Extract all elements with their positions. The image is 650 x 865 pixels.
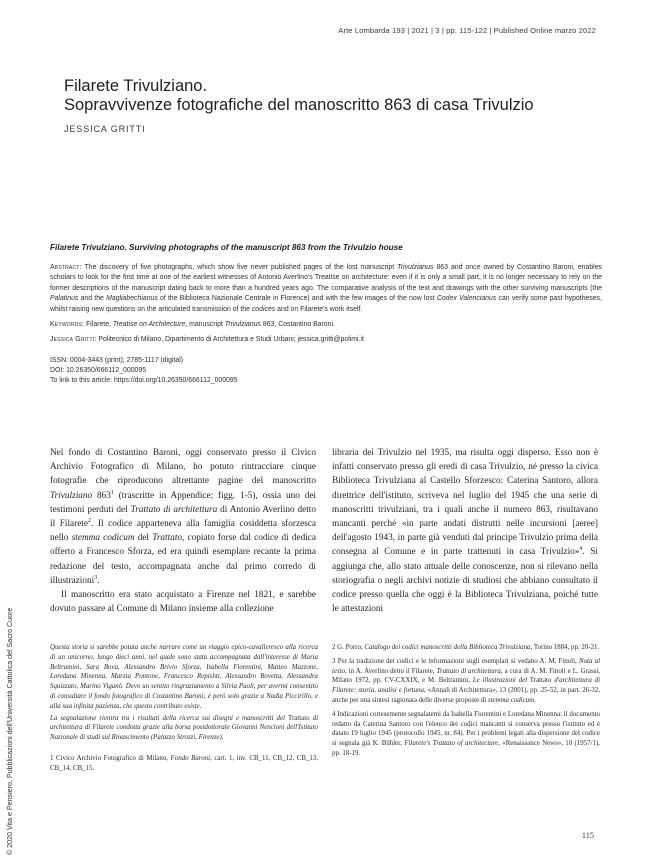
abstract-text: The discovery of five photographs, which show five never published pages of the lost manuscript xyxy=(81,264,398,271)
copyright-side-note: © 2020 Vita e Pensiero, Pubblicazioni dell'Università Cattolica del Sacro Cuore xyxy=(6,607,14,855)
title-line-1: Filarete Trivulziano. xyxy=(64,77,208,95)
body-paragraph: libraria dei Trivulzio nel 1935, ma risulta oggi disperso. Esso non è infatti conservato presso gli eredi di casa Trivulzio, né presso la civica Biblioteca Trivulziana al Castello Sforzesco: Caterina Santoro, allora direttrice dell'istituto, scriveva nel luglio del 1945 che una serie di manoscritti trivulziani, tra i quali anche il numero 863, risultavano mancanti perché «in parte andati distrutti nelle incursioni [aeree] dell'agosto 1943, in parte già venduti dal principe Trivulzio prima della consegna al Comune e in parte trattenuti in casa Trivulzio»$^4$. Si aggiunga che, allo stato attuale delle conoscenze, non si rilevano nella storiografia o negli archivi notizie di studiosi che abbiano consultato il codice presso quella che oggi è la Biblioteca Trivulziana, poiché tutte le attestazioni xyxy=(332,448,599,615)
keywords-text: Treatise on Architecture xyxy=(112,321,186,329)
running-header: Arte Lombarda 193 | 2021 | 3 | pp. 115-122 | Published Online marzo 2022 xyxy=(338,26,596,35)
identifiers xyxy=(50,356,602,387)
abstract xyxy=(50,263,602,315)
doi: DOI: 10.26350/666112_000095 xyxy=(50,367,147,375)
keywords-text: 863, Costantino Baroni. xyxy=(260,321,335,329)
abstract-label: Abstract: xyxy=(50,264,82,271)
abstract-text: Palatinus xyxy=(50,295,79,303)
abstract-text: 863 and once owned by Costantino Baroni, enables scholars to look for the first time at one of the earliest witnesses of Antonio Averlino's Treatise on architecture: even if it is only a small part, it is no longer necessary to rely on the former descriptions of the manuscript dating back to more than a hundred years ago. The comparative analysis of the text and drawings with the other surviving manuscripts (the xyxy=(50,264,602,292)
keywords-text: , manuscript xyxy=(185,321,225,329)
page-number: 115 xyxy=(581,831,594,840)
abstract-text: can verify some past hypotheses, whilst raising new questions on the articulated transmission of the xyxy=(50,295,602,313)
footnote-4: 4 Indicazioni cortesemente segnalatemi da Isabella Fiorentini e Loredana Minenna: il documento redatto da Caterina Santoro con l'elenco dei codici mancanti si conserva presso l'istituto ed è datato 19 luglio 1945 (protocollo 1945, nr. 84). Per i problemi legati alla dispersione del codice si segnala già K. Bühler, Filarete's Trattato of architecture, «Renaissance News», 10 (1957/1), pp. 18-19. xyxy=(332,710,600,757)
footnote-ref[interactable]: 3 xyxy=(94,574,98,581)
abstract-text: and the xyxy=(78,295,107,303)
keywords-text: Filarete, xyxy=(84,321,113,329)
keywords-label: Keywords: xyxy=(50,321,85,329)
affiliation-name: Jessica Gritti: xyxy=(50,336,97,344)
body-column-right xyxy=(332,446,598,616)
author-name: JESSICA GRITTI xyxy=(64,124,146,134)
footnotes-right xyxy=(332,643,600,763)
affiliation-text: Politecnico di Milano, Dipartimento di Architettura e Studi Urbani; jessica.gritti@polimi.it xyxy=(96,336,364,344)
article-link[interactable]: To link to this article: https://doi.org/10.26350/666112_000095 xyxy=(50,377,238,385)
acknowledgements xyxy=(50,643,318,743)
body-paragraph: Il manoscritto era stato acquistato a Firenze nel 1821, e sarebbe dovuto passare al Comune di Milano insieme alla collezione xyxy=(50,590,316,615)
footnote-ref[interactable]: 2 xyxy=(87,517,91,524)
body-column-left xyxy=(50,446,316,616)
acknowledgement-text: Questa storia si sarebbe potuta anche narrare come un viaggio epico-cavalleresco alla ricerca di un unicorno, lungo dieci anni, nel quale sono stata accompagnata dall'interesse di Maria Beltramini, Sara Bova, Alessandro Brivio Sforza, Isabella Fiorentini, Matteo Mazzone, Loredana Minenna, Marzia Pontone, Francesco Repishti, Alessandro Rovetta, Alessandra Squizzato, Marino Viganò. Devo un sentito ringraziamento a Silvia Paoli, per avermi consentito di consultare il fondo fotografico di Costantino Baroni; è però solo grazie a Nadia Piccirillo, e alla sua infinita pazienza, che questo contributo esiste. xyxy=(50,644,318,710)
abstract-text: Magliabechianus xyxy=(106,295,158,303)
keywords-text: Trivulzianus xyxy=(224,321,261,329)
footnote-ref[interactable]: 1 xyxy=(110,489,114,496)
footnote-2: 2 G. Porro, Catalogo dei codici manoscritti della Biblioteca Trivulziana, Torino 1884, pp. 20-21. xyxy=(332,644,600,651)
abstract-block xyxy=(50,243,602,386)
abstract-text: and on Filarete's work itself. xyxy=(275,305,363,313)
footnote-3: 3 Per la tradizione dei codici e le informazioni sugli esemplari si vedano A. M. Finoli, Nota al testo, in A. Averlino detto il Filarete, Trattato di architettura, a cura di A. M. Finoli e L. Grassi, Milano 1972, pp. CV-CXXIX, e M. Beltramini, Le illustrazioni del Trattato d'architettura di Filarete: storia, analisi e fortuna, «Annali di Architettura», 13 (2001), pp. 25-52, in part. 26-32, anche per una sintesi ragionata delle diverse proposte di stemma codicum. xyxy=(332,657,601,704)
abstract-text: Trivulzianus xyxy=(397,264,434,271)
footnote-ref[interactable]: 4 xyxy=(579,546,583,553)
abstract-text: Codex Valencianus xyxy=(436,295,497,303)
abstract-text: codices xyxy=(251,305,276,313)
english-title: Filarete Trivulziano. Surviving photographs of the manuscript 863 from the Trivulzio house xyxy=(50,243,403,252)
issn: ISSN: 0004-3443 (print); 2785-1117 (digital) xyxy=(50,356,184,364)
footnote-1: 1 Civico Archivio Fotografico di Milano, Fondo Baroni, cart. 1, inv. CB_11, CB_12, CB_13, CB_14, CB_15. xyxy=(50,754,319,772)
body-paragraph: Nel fondo di Costantino Baroni, oggi conservato presso il Civico Archivio Fotografico di Milano, ho potuto rintracciare cinque fotografie che riproducono altrettante pagine del manoscritto Trivulziano $863^1$ (trascritte in Appendice; figg. 1-5), ossia uno dei testimoni perduti del Trattato di architettura di Antonio Averlino detto il Filarete$^2$. Il codice apparteneva alla famiglia cosiddetta sforzesca nello stemma codicum del Trattato, copiato forse dal codice di dedica offerto a Francesco Sforza, ed era quindi esemplare recante la prima redazione del testo, accompagnata anche dal primo corredo di illustrazioni$^3$. xyxy=(50,448,316,586)
keywords xyxy=(50,320,602,330)
article-title xyxy=(64,77,604,115)
affiliation xyxy=(50,335,602,345)
title-line-2: Sopravvivenze fotografiche del manoscritto 863 di casa Trivulzio xyxy=(64,96,534,114)
acknowledgement-text: La segnalazione rientra tra i risultati della ricerca sui disegni e manoscritti del Trattato di architettura di Filarete condotta grazie alla borsa postdottorale Giovanni Nencioni dell'Istituto Nazionale di studi sul Rinascimento (Palazzo Strozzi, Firenze). xyxy=(50,714,318,742)
abstract-text: of the Biblioteca Nazionale Centrale in Florence) and with the few images of the now lost xyxy=(157,295,437,303)
footnotes-left xyxy=(50,643,318,778)
